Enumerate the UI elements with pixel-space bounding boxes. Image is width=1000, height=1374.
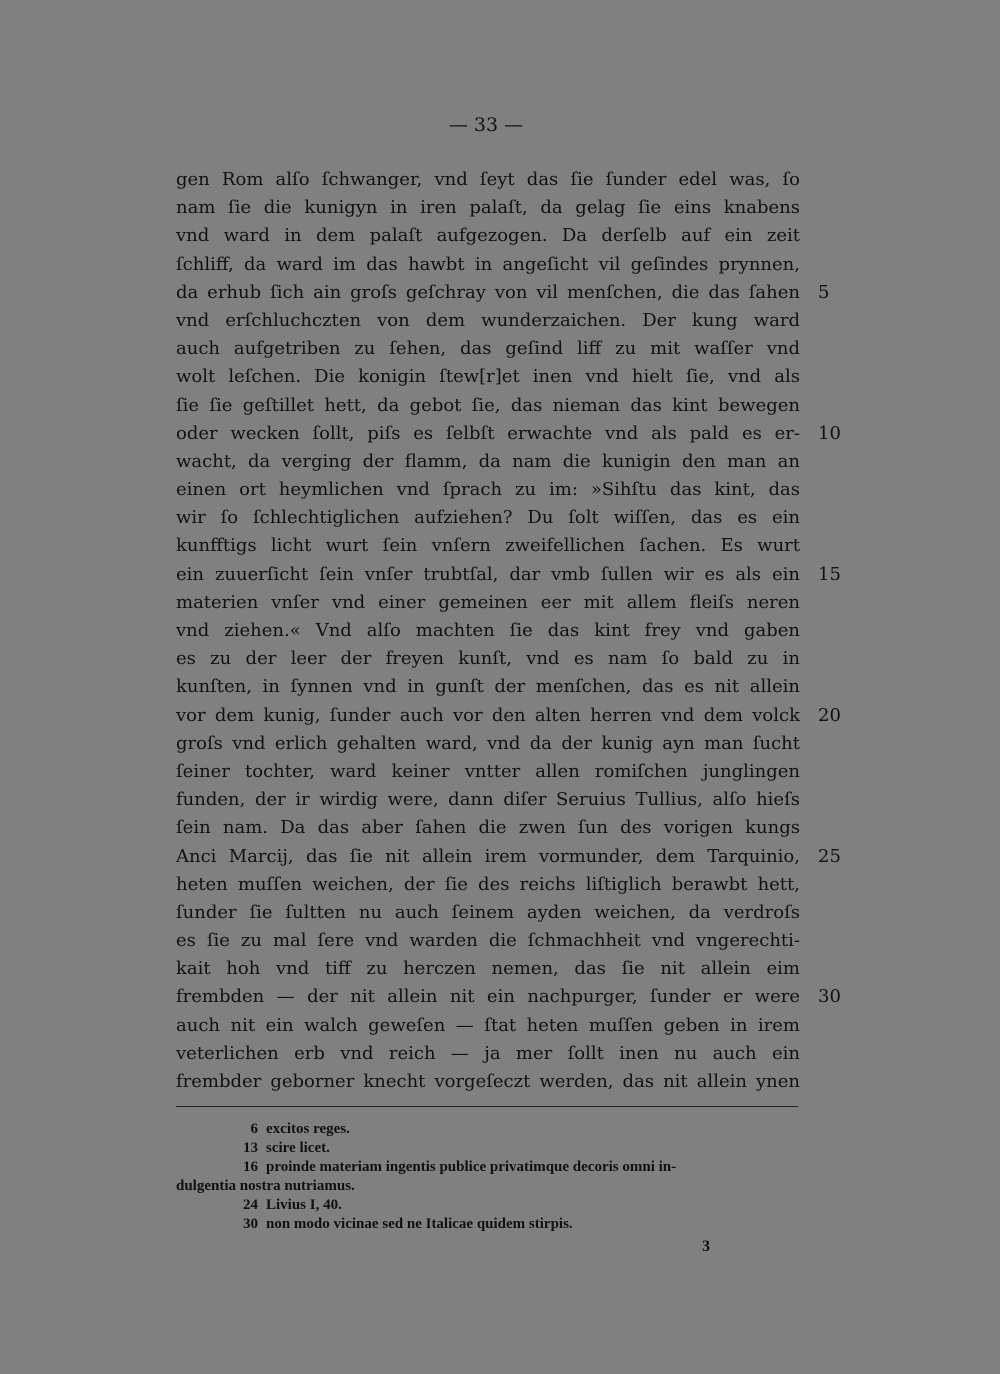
footnote-number: 13 [243,1140,258,1156]
text-line [176,617,800,645]
line-text: groſs vnd erlich gehalten ward, vnd da der kunig ayn man ſucht [176,732,800,754]
page-number-header: — 33 — [448,114,524,136]
footnote-number: 16 [243,1159,258,1175]
line-text: veterlichen erb vnd reich — ja mer ſollt inen nu auch ein [176,1042,800,1064]
footnote-text: excitos reges. [266,1121,350,1137]
signature-mark: 3 [702,1238,710,1255]
line-text: es zu der leer der freyen kunſt, vnd es nam ſo bald zu in [176,648,800,670]
text-line [176,335,800,363]
line-number: 15 [818,563,841,585]
line-text: frembder geborner knecht vorgeſeczt werden, das nit allein ynen [176,1071,800,1092]
line-text: ſunder ſie ſultten nu auch ſeinem ayden weichen, da verdroſs [176,901,800,923]
line-text: ein zuuerſicht ſein vnſer trubtſal, dar vmb ſullen wir es als ein [176,563,800,585]
line-text: wacht, da verging der flamm, da nam die kunigin den man an [176,450,800,472]
line-text: gen Rom alſo ſchwanger, vnd ſeyt das ſie ſunder edel was, ſo [176,169,800,190]
line-text: materien vnſer vnd einer gemeinen eer mit allem fleiſs neren [176,591,800,613]
line-text: ſeiner tochter, ward keiner vntter allen romiſchen junglingen [176,760,800,782]
footnote-text: proinde materiam ingentis publice privatimque decoris omni in- [266,1159,677,1175]
text-line [176,814,800,842]
line-text: ſchliff, da ward im das hawbt in angeſicht vil geſindes prynnen, [176,253,800,275]
line-text: frembden — der nit allein nit ein nachpurger, ſunder er were [176,986,800,1008]
text-line [176,843,841,871]
footnote-continuation: dulgentia nostra nutriamus. [176,1178,355,1194]
line-number: 25 [818,845,841,867]
text-line [176,927,800,955]
line-text: auch nit ein walch geweſen — ſtat heten muſſen geben in irem [176,1014,800,1036]
main-text [176,166,841,1096]
footnote-text: Livius I, 40. [266,1197,342,1213]
line-text: wolt leſchen. Die konigin ſtew[r]et inen vnd hielt ſie, vnd als [176,366,800,388]
footnote [176,1158,802,1177]
line-text: da erhub ſich ain groſs geſchray von vil menſchen, die das ſahen [176,281,800,303]
text-line [176,702,841,730]
text-line [176,899,800,927]
line-text: funden, der ir wirdig were, dann diſer Seruius Tullius, alſo hieſs [176,789,800,811]
text-line [176,645,800,673]
line-text: auch aufgetriben zu ſehen, das geſind liff zu mit waſſer vnd [176,338,800,360]
line-text: Anci Marcij, das ſie nit allein irem vormunder, dem Tarquinio, [176,845,800,867]
line-text: oder wecken ſollt, piſs es ſelbſt erwachte vnd als pald es er- [176,422,800,444]
text-line [176,758,800,786]
text-line [176,983,841,1011]
footnotes [176,1120,802,1234]
line-text: kunſten, in ſynnen vnd in gunſt der menſchen, das es nit allein [176,676,800,698]
line-number: 5 [818,281,830,303]
line-number: 30 [818,986,841,1008]
line-text: vnd ziehen.« Vnd alſo machten ſie das kint frey vnd gaben [176,620,800,641]
text-line [176,673,800,701]
line-text: kait hoh vnd tiff zu herczen nemen, das ſie nit allein eim [176,958,800,980]
line-text: vor dem kunig, ſunder auch vor den alten herren vnd dem volck [176,704,800,726]
line-text: einen ort heymlichen vnd ſprach zu im: »Sihſtu das kint, das [176,479,800,501]
text-line [176,1012,800,1040]
footnote-text: scire licet. [266,1140,330,1156]
text-line [176,420,841,448]
text-line [176,561,841,589]
text-line [176,448,800,476]
text-line [176,532,800,560]
footnote-number: 30 [243,1216,258,1232]
footnote-number: 6 [250,1121,258,1137]
text-line [176,194,800,222]
text-line [176,476,800,504]
text-line [176,1068,800,1096]
text-line [176,730,800,758]
footnote-number: 24 [243,1197,258,1213]
text-line [176,504,800,532]
text-line [176,251,800,279]
line-text: heten muſſen weichen, der ſie des reichs liſtiglich berawbt hett, [176,873,800,895]
text-line [176,1040,800,1068]
line-text: nam ſie die kunigyn in iren palaſt, da gelag ſie eins knabens [176,197,800,219]
text-line [176,786,800,814]
line-text: vnd erſchluchczten von dem wunderzaichen. Der kung ward [176,309,800,331]
text-line [176,279,830,307]
line-number: 20 [818,704,841,726]
footnote [176,1139,802,1158]
text-line [176,392,800,420]
footnote-rule [176,1106,798,1107]
line-text: ſein nam. Da das aber ſahen die zwen ſun des vorigen kungs [176,817,800,839]
line-number: 10 [818,422,841,444]
footnote [176,1120,802,1139]
footnote-text: non modo vicinae sed ne Italicae quidem stirpis. [266,1216,573,1232]
footnote [176,1196,802,1215]
text-line [176,166,800,194]
text-line [176,307,800,335]
footnote [176,1215,802,1234]
text-line [176,871,800,899]
line-text: ſie ſie geſtillet hett, da gebot ſie, das nieman das kint bewegen [176,394,800,416]
text-line [176,222,800,250]
text-line [176,589,800,617]
line-text: es ſie zu mal ſere vnd warden die ſchmachheit vnd vngerechti- [176,930,800,952]
text-line [176,955,800,983]
text-line [176,363,800,391]
line-text: vnd ward in dem palaſt aufgezogen. Da derſelb auf ein zeit [176,225,800,247]
line-text: wir ſo ſchlechtiglichen aufziehen? Du ſolt wiſſen, das es ein [176,507,800,529]
line-text: kunfftigs licht wurt ſein vnſern zweifellichen ſachen. Es wurt [176,535,800,557]
